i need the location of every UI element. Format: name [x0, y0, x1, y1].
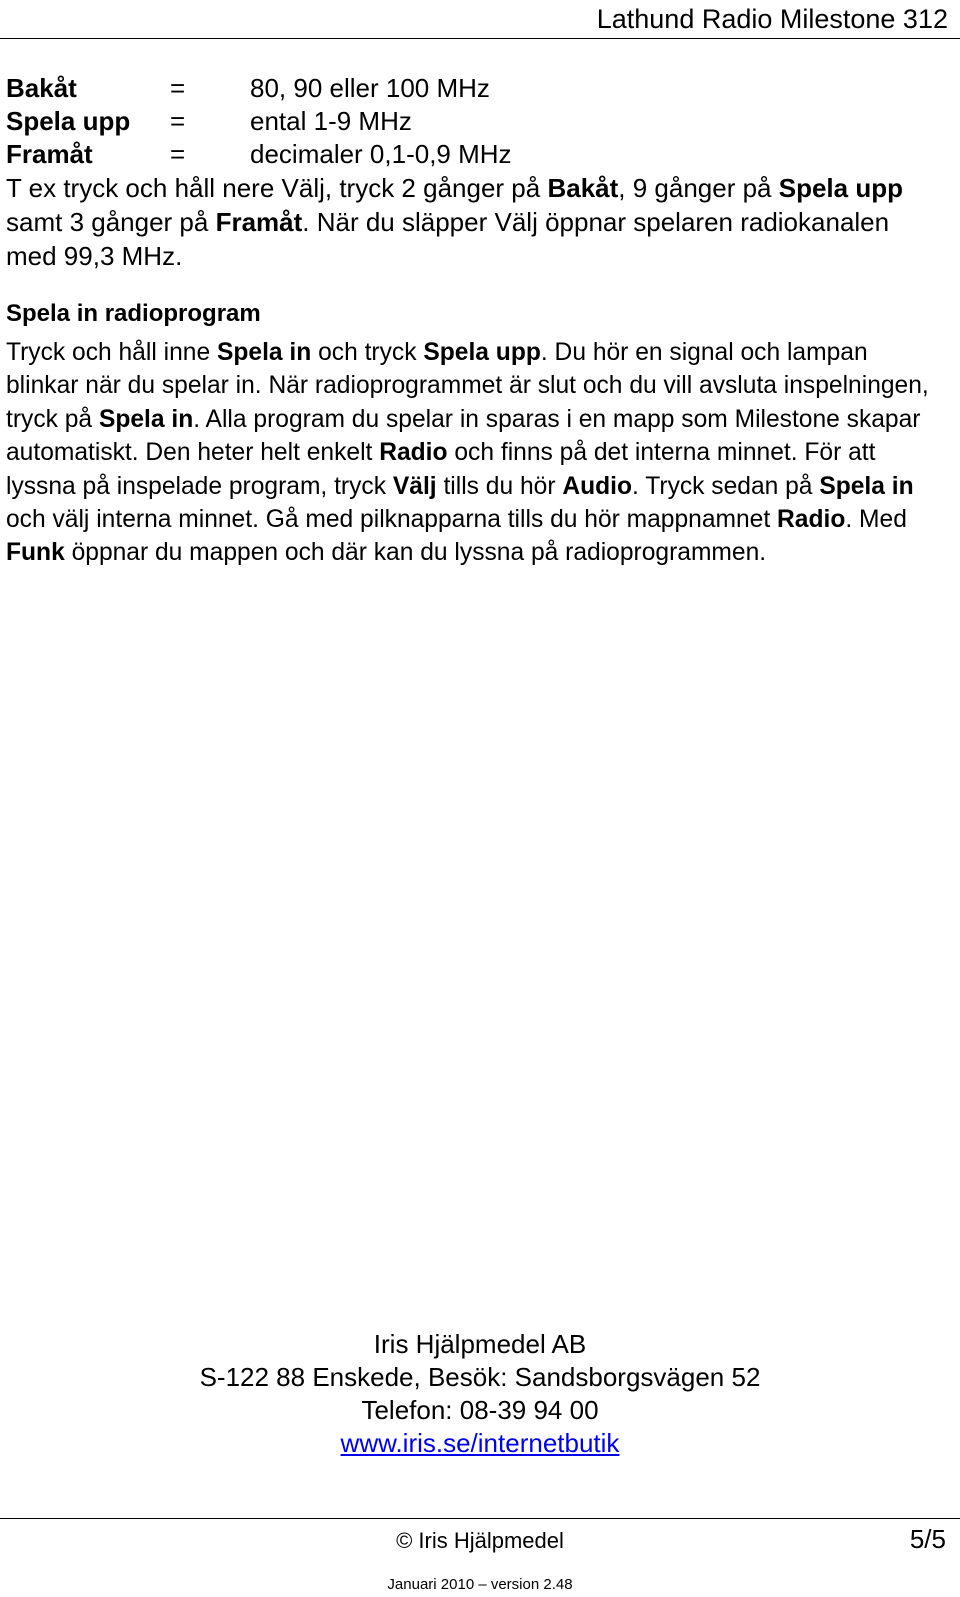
bold-term: Välj — [392, 472, 437, 500]
bold-term: Bakåt — [547, 173, 619, 203]
bold-term: Spela upp — [778, 173, 903, 203]
bold-term: Radio — [379, 439, 448, 467]
mapping-value: decimaler 0,1-0,9 MHz — [250, 139, 512, 169]
mapping-value: ental 1-9 MHz — [250, 106, 412, 136]
text-run: . Du hör en signal och lampan blinkar när du spelar in. När radioprogrammet är slut och du vill avsluta inspelningen, tryck på — [6, 339, 929, 433]
recording-instructions — [6, 336, 946, 570]
mapping-key: Bakåt — [6, 73, 77, 103]
company-address: S-122 88 Enskede, Besök: Sandsborgsvägen 52 — [199, 1362, 761, 1392]
bold-term: Radio — [777, 506, 846, 534]
bold-term: Spela in — [98, 405, 194, 433]
bold-term: Spela in — [819, 472, 914, 500]
page-header-title: Lathund Radio Milestone 312 — [596, 4, 948, 34]
text-run: och välj interna minnet. Gå med pilknapparna tills du hör mappnamnet — [6, 506, 778, 534]
text-run: tills du hör — [436, 472, 563, 500]
company-name: Iris Hjälpmedel AB — [373, 1329, 587, 1359]
header-divider — [0, 38, 960, 39]
text-run: , 9 gånger på — [618, 173, 779, 203]
bold-term: Audio — [562, 472, 633, 500]
example-paragraph — [6, 171, 946, 273]
text-run: öppnar du mappen och där kan du lyssna på radioprogrammen. — [64, 539, 767, 567]
text-run: Tryck och håll inne — [6, 339, 217, 366]
bold-term: Funk — [6, 539, 65, 567]
mapping-equals: = — [170, 73, 186, 103]
text-run: . Med — [845, 506, 907, 534]
bold-term: Spela upp — [423, 339, 541, 366]
text-run: . Tryck sedan på — [632, 472, 820, 500]
footer-version: Januari 2010 – version 2.48 — [387, 1576, 573, 1593]
mapping-equals: = — [170, 106, 186, 136]
page-number: 5/5 — [909, 1524, 946, 1554]
bold-term: Framåt — [215, 207, 303, 237]
footer-copyright: © Iris Hjälpmedel — [396, 1528, 564, 1553]
text-run: och finns på det interna minnet. För att lyssna på inspelade program, tryck — [6, 439, 876, 500]
section-heading: Spela in radioprogram — [6, 300, 261, 327]
text-run: och tryck — [311, 339, 424, 366]
mapping-equals: = — [170, 139, 186, 169]
text-run: . När du släpper Välj öppnar spelaren radiokanalen med 99,3 MHz. — [6, 207, 890, 271]
footer-divider — [0, 1518, 960, 1519]
text-run: . Alla program du spelar in sparas i en mapp som Milestone skapar automatiskt. Den heter helt enkelt — [6, 405, 921, 467]
text-run: T ex tryck och håll nere Välj, tryck 2 gånger på — [6, 173, 548, 203]
mapping-key: Spela upp — [6, 106, 131, 136]
mapping-value: 80, 90 eller 100 MHz — [250, 73, 490, 103]
mapping-key: Framåt — [6, 139, 93, 169]
website-link[interactable]: www.iris.se/internetbutik — [340, 1428, 620, 1458]
company-contact-block — [0, 1328, 960, 1460]
bold-term: Spela in — [216, 339, 312, 366]
company-phone: Telefon: 08-39 94 00 — [361, 1395, 599, 1425]
text-run: samt 3 gånger på — [6, 207, 216, 237]
